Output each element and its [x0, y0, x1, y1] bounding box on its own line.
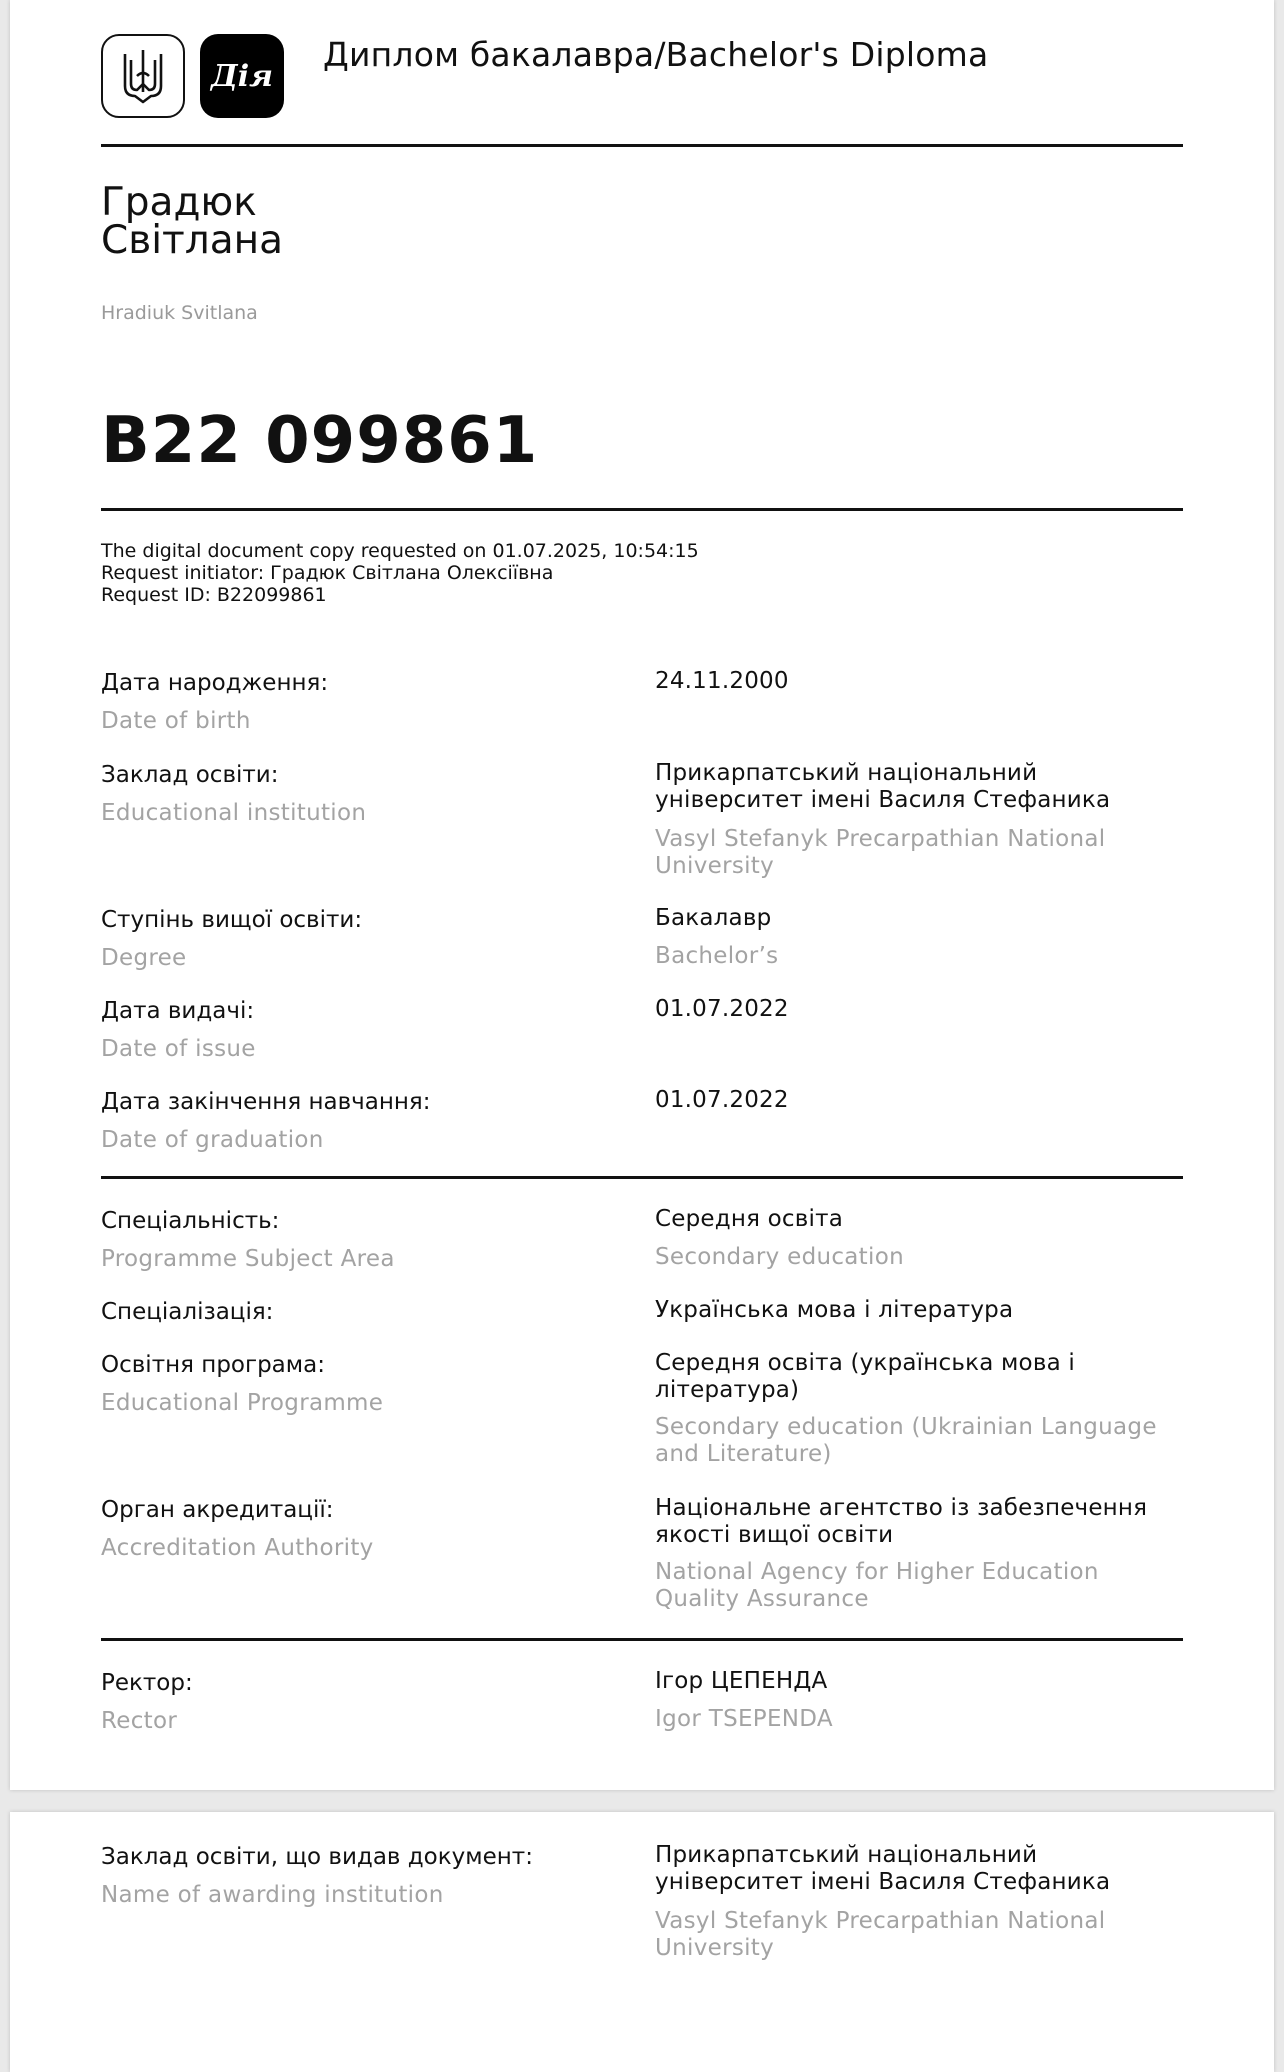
degree-sublabel: Degree: [101, 945, 187, 971]
rector-label: Ректор:: [101, 1670, 193, 1696]
specialization-value: Українська мова і література: [655, 1297, 1014, 1323]
birth-date-sublabel: Date of birth: [101, 708, 251, 734]
institution-sublabel: Educational institution: [101, 800, 367, 826]
trident-emblem-icon: [101, 34, 185, 118]
programme-sublabel: Educational Programme: [101, 1390, 384, 1416]
graduation-date-sublabel: Date of graduation: [101, 1127, 324, 1153]
awarding-institution-value-en: Vasyl Stefanyk Precarpathian National University: [655, 1908, 1106, 1961]
request-initiator-line: Request initiator: Градюк Світлана Олексіївна: [101, 562, 554, 584]
programme-value-en: Secondary education (Ukrainian Language and Literature): [655, 1414, 1157, 1467]
programme-label: Освітня програма:: [101, 1352, 325, 1378]
divider: [101, 144, 1183, 147]
awarding-institution-sublabel: Name of awarding institution: [101, 1882, 444, 1908]
accreditation-value-en: National Agency for Higher Education Quality Assurance: [655, 1559, 1099, 1612]
request-info: [101, 540, 699, 606]
rector-sublabel: Rector: [101, 1708, 178, 1734]
programme-value: Середня освіта (українська мова і література): [655, 1350, 1075, 1403]
diia-logo: Дія: [200, 34, 284, 118]
issue-date-value: 01.07.2022: [655, 996, 789, 1022]
specialization-label: Спеціалізація:: [101, 1299, 274, 1325]
graduation-date-label: Дата закінчення навчання:: [101, 1089, 431, 1115]
rector-value-en: Igor TSEPENDA: [655, 1706, 833, 1732]
specialty-value: Середня освіта: [655, 1206, 844, 1232]
specialty-label: Спеціальність:: [101, 1208, 280, 1234]
document-number: B22 099861: [101, 404, 539, 478]
institution-value-en: Vasyl Stefanyk Precarpathian National University: [655, 826, 1106, 879]
institution-value: Прикарпатський національний університет імені Василя Стефаника: [655, 760, 1111, 813]
degree-value: Бакалавр: [655, 905, 772, 931]
issue-date-label: Дата видачі:: [101, 998, 255, 1024]
holder-latin-name: Hradiuk Svitlana: [101, 302, 258, 324]
accreditation-sublabel: Accreditation Authority: [101, 1535, 374, 1561]
rector-value: Ігор ЦЕПЕНДА: [655, 1668, 828, 1694]
awarding-institution-value: Прикарпатський національний університет імені Василя Стефаника: [655, 1842, 1111, 1895]
request-id-line: Request ID: B22099861: [101, 584, 327, 606]
degree-value-en: Bachelor’s: [655, 943, 779, 969]
document-page-2: [10, 1812, 1274, 2072]
document-page-1: [10, 0, 1274, 1790]
birth-date-value: 24.11.2000: [655, 668, 789, 694]
degree-label: Ступінь вищої освіти:: [101, 907, 363, 933]
graduation-date-value: 01.07.2022: [655, 1087, 789, 1113]
specialty-value-en: Secondary education: [655, 1244, 904, 1270]
accreditation-value: Національне агентство із забезпечення якості вищої освіти: [655, 1495, 1148, 1548]
document-header: [101, 34, 1191, 118]
holder-surname: Градюк: [101, 180, 257, 225]
divider: [101, 508, 1183, 511]
birth-date-label: Дата народження:: [101, 670, 329, 696]
holder-given-name: Світлана: [101, 218, 283, 263]
specialty-sublabel: Programme Subject Area: [101, 1246, 395, 1272]
divider: [101, 1638, 1183, 1641]
request-date-line: The digital document copy requested on 01.07.2025, 10:54:15: [101, 540, 699, 562]
awarding-institution-label: Заклад освіти, що видав документ:: [101, 1844, 533, 1870]
accreditation-label: Орган акредитації:: [101, 1497, 334, 1523]
document-title: Диплом бакалавра/Bachelor's Diploma: [323, 35, 989, 74]
issue-date-sublabel: Date of issue: [101, 1036, 256, 1062]
holder-name: [101, 180, 283, 263]
divider: [101, 1176, 1183, 1179]
institution-label: Заклад освіти:: [101, 762, 279, 788]
